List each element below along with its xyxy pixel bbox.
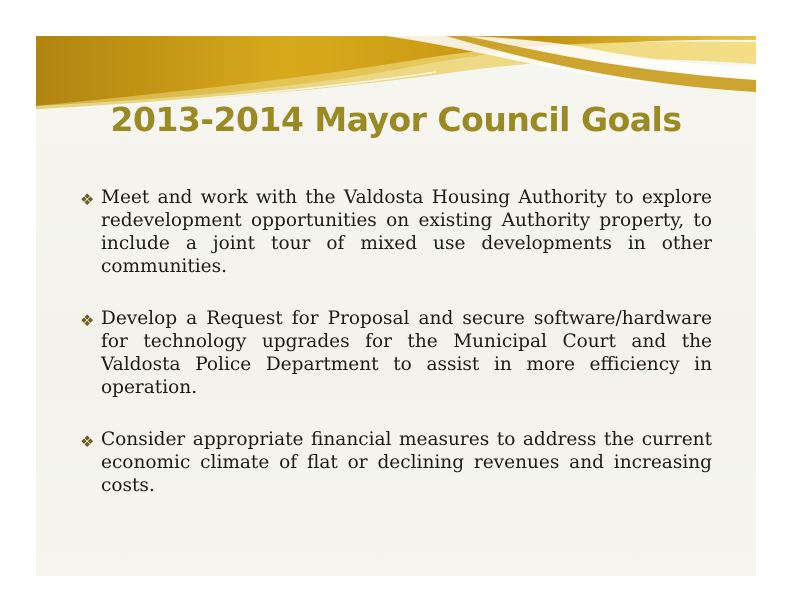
diamond-star-bullet-icon: ❖	[80, 190, 95, 209]
bullet-text: Consider appropriate financial measures to address the current economic climate of flat or declining revenues and increasing costs.	[101, 429, 712, 496]
list-item	[80, 428, 712, 497]
bullet-text: Meet and work with the Valdosta Housing Authority to explore redevelopment opportunities on existing Authority property, to include a joint tour of mixed use developments in other communities.	[101, 187, 712, 277]
bullet-text: Develop a Request for Proposal and secure software/hardware for technology upgrades for the Municipal Court and the Valdosta Police Department to assist in more efficiency in operation.	[101, 308, 712, 398]
diamond-star-bullet-icon: ❖	[80, 311, 95, 330]
list-item	[80, 307, 712, 399]
slide	[36, 36, 756, 576]
slide-title: 2013-2014 Mayor Council Goals	[110, 100, 682, 139]
diamond-star-bullet-icon: ❖	[80, 432, 95, 451]
list-item	[80, 186, 712, 278]
goals-list	[80, 186, 712, 526]
